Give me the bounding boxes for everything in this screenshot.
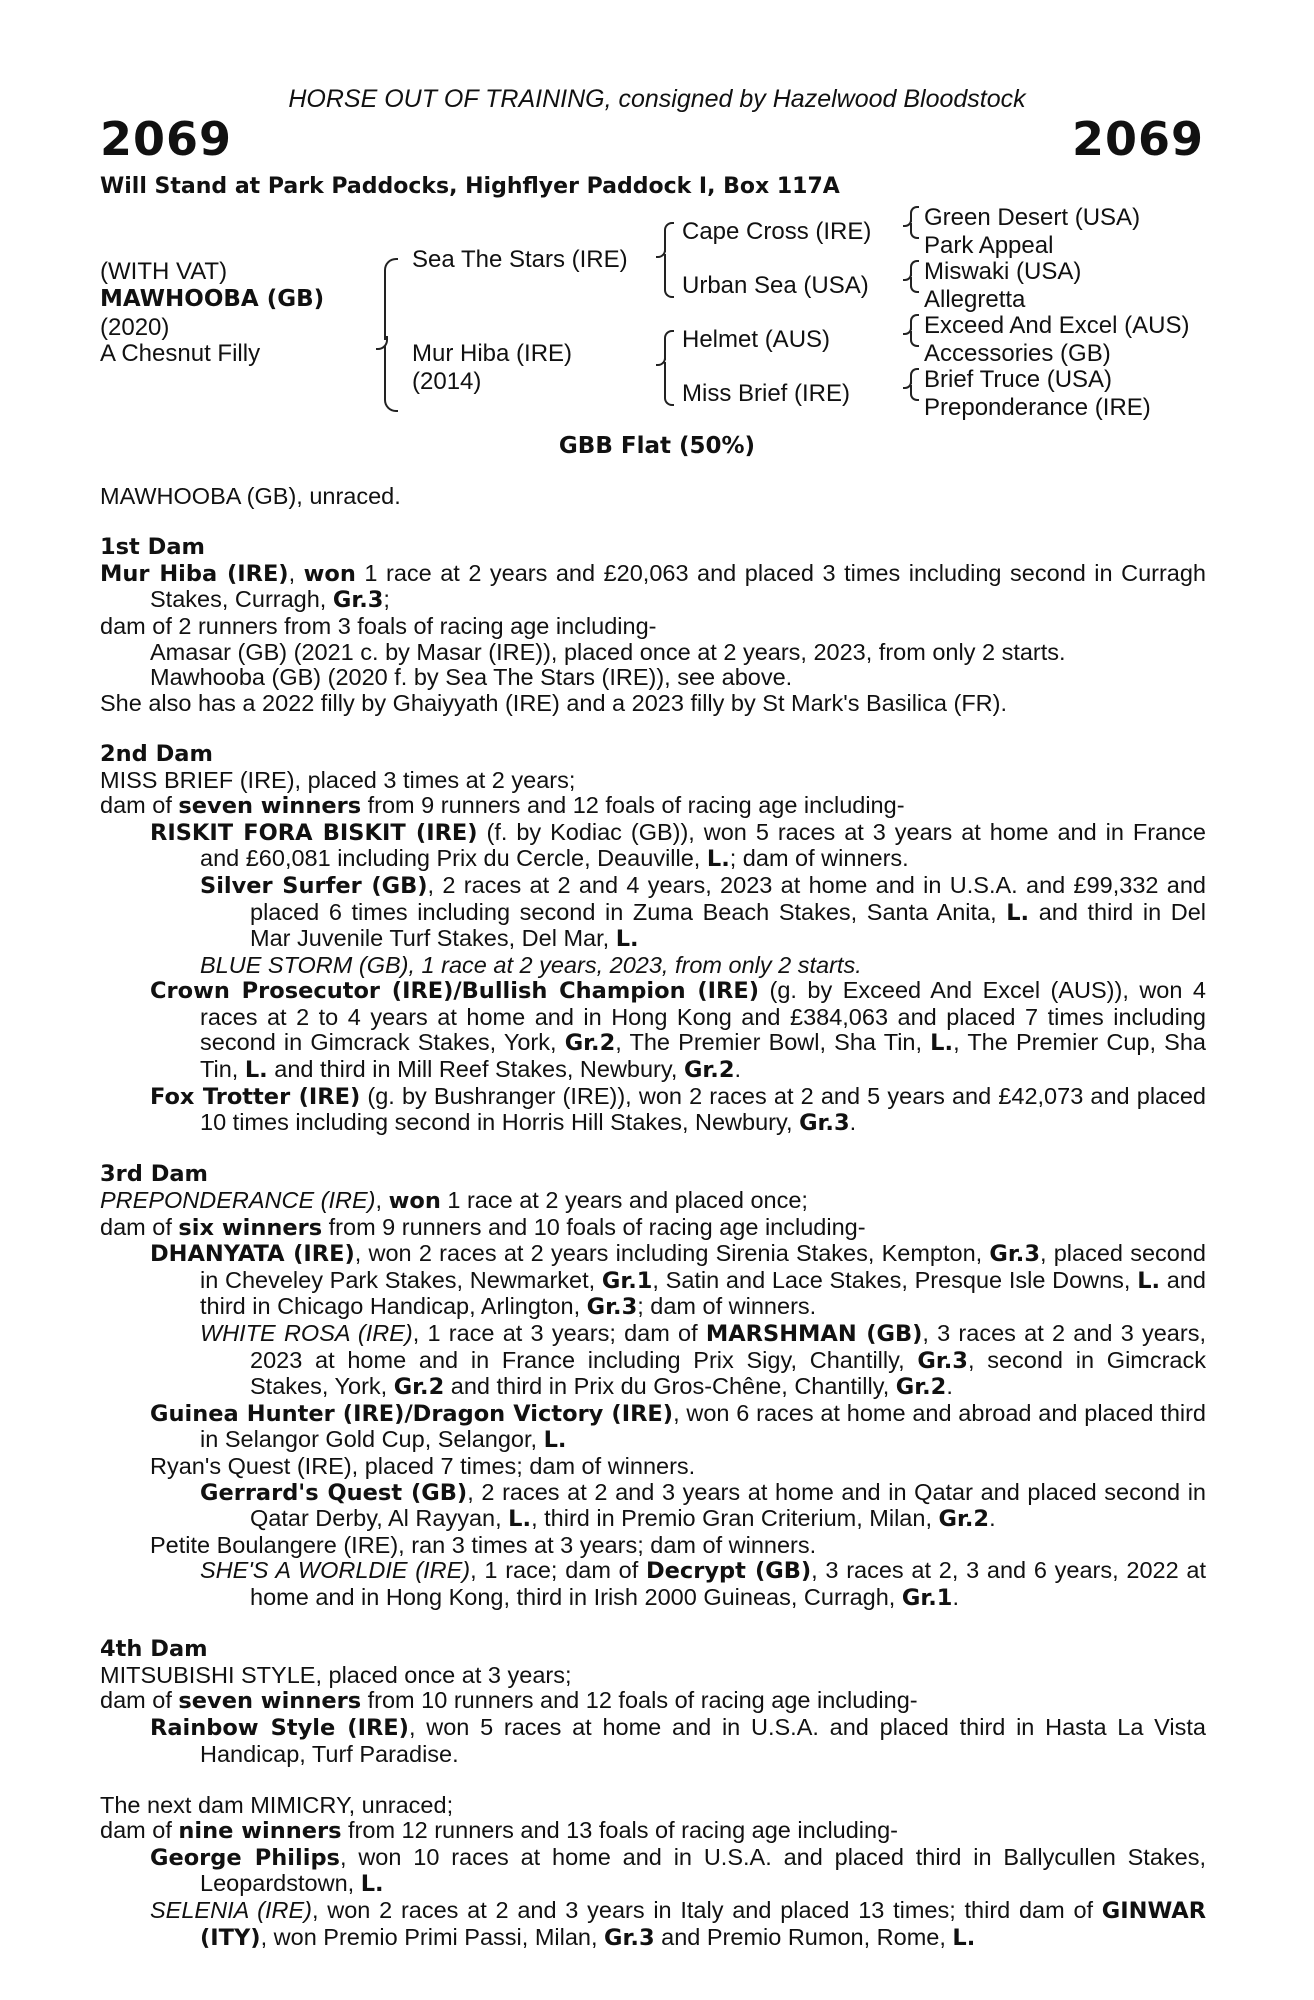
produce-george-philips: George Philips, won 10 races at home and in U.S.A. and placed third in Ballycullen Stakes, Leopardstown, L. — [150, 1843, 1206, 1898]
brace-sire-bottom — [664, 254, 674, 298]
produce-silver-surfer: Silver Surfer (GB), 2 races at 2 and 4 years, 2023 at home and in U.S.A. and £99,332 and placed 6 times including second in Zuma Beach Stakes, Santa Anita, L. and third in Del Mar Juvenile Turf Stakes, Del Mar, L. — [200, 871, 1207, 953]
horse-description: A Chesnut Filly — [100, 340, 261, 367]
horse-name: MAWHOOBA (GB) — [100, 286, 325, 312]
ggs-1: Green Desert (USA) — [924, 204, 1141, 231]
grandsire-3: Helmet (AUS) — [682, 326, 831, 353]
second-dam-produce: dam of seven winners from 9 runners and 12 foals of racing age including- — [100, 792, 905, 820]
brace-dam-bottom — [664, 362, 674, 406]
brace-main-top — [384, 258, 398, 340]
fourth-dam-record: MITSUBISHI STYLE, placed once at 3 years; — [100, 1661, 572, 1688]
heading-2nd-dam: 2nd Dam — [100, 740, 213, 767]
produce-petite-boulangere: Petite Boulangere (IRE), ran 3 times at 3 years; dam of winners. — [150, 1531, 817, 1558]
sire-name: Sea The Stars (IRE) — [412, 246, 628, 273]
next-dam-produce: dam of nine winners from 12 runners and 13 foals of racing age including- — [100, 1817, 898, 1845]
ggs-7: Brief Truce (USA) — [924, 366, 1113, 393]
stand-location: Will Stand at Park Paddocks, Highflyer Paddock I, Box 117A — [100, 174, 840, 199]
heading-3rd-dam: 3rd Dam — [100, 1161, 208, 1188]
produce-selenia: SELENIA (IRE), won 2 races at 2 and 3 years in Italy and placed 13 times; third dam of GINWAR (ITY), won Premio Primi Passi, Milan, Gr.3 and Premio Rumon, Rome, L. — [150, 1897, 1207, 1951]
produce-rainbow-style: Rainbow Style (IRE), won 5 races at home and in U.S.A. and placed third in Hasta La Vista Handicap, Turf Paradise. — [150, 1713, 1206, 1767]
brace-main-bottom — [384, 346, 398, 412]
gbb-rating: GBB Flat (50%) — [558, 433, 756, 459]
brace-g1-bottom — [910, 223, 919, 239]
first-dam-produce: dam of 2 runners from 3 foals of racing age including- — [100, 612, 657, 639]
produce-shes-a-worldie: SHE'S A WORLDIE (IRE), 1 race; dam of Decrypt (GB), 3 races at 2, 3 and 6 years, 2022 at home and in Hong Kong, third in Irish 2000 Guineas, Curragh, Gr.1. — [200, 1557, 1207, 1611]
produce-guinea-hunter: Guinea Hunter (IRE)/Dragon Victory (IRE), won 6 races at home and abroad and placed third in Selangor Gold Cup, Selangor, L. — [150, 1399, 1206, 1454]
consignment-header: HORSE OUT OF TRAINING, consigned by Hazelwood Bloodstock — [288, 85, 1026, 113]
ggs-8: Preponderance (IRE) — [924, 394, 1151, 421]
produce-amasar: Amasar (GB) (2021 c. by Masar (IRE)), placed once at 2 years, 2023, from only 2 starts. — [150, 638, 1066, 665]
intro-line: MAWHOOBA (GB), unraced. — [100, 483, 401, 509]
brace-g3-bottom — [910, 331, 919, 347]
produce-blue-storm: BLUE STORM (GB), 1 race at 2 years, 2023, from only 2 starts. — [200, 951, 862, 978]
produce-white-rosa: WHITE ROSA (IRE), 1 race at 3 years; dam of MARSHMAN (GB), 3 races at 2 and 3 years, 2023 at home and in France including Prix Sigy, Chantilly, Gr.3, second in Gimcrack Stakes, York, Gr.2 and third in Prix du Gros-Chêne, Chantilly, Gr.2. — [200, 1320, 1207, 1401]
grandsire-4: Miss Brief (IRE) — [682, 380, 850, 407]
brace-g2-bottom — [910, 277, 919, 293]
produce-crown-prosecutor: Crown Prosecutor (IRE)/Bullish Champion (IRE) (g. by Exceed And Excel (AUS)), won 4 races at 2 to 4 years at home and in Hong Kong and £384,063 and placed 7 times including second in Gimcrack Stakes, York, Gr.2, The Premier Bowl, Sha Tin, L., The Premier Cup, Sha Tin, L. and third in Mill Reef Stakes, Newbury, Gr.2. — [150, 977, 1206, 1084]
produce-riskit-fora-biskit: RISKIT FORA BISKIT (IRE) (f. by Kodiac (GB)), won 5 races at 3 years at home and in France and £60,081 including Prix du Cercle, Deauville, L.; dam of winners. — [150, 818, 1206, 873]
ggs-6: Accessories (GB) — [924, 340, 1111, 367]
first-dam-note: She also has a 2022 filly by Ghaiyyath (IRE) and a 2023 filly by St Mark's Basilica (FR). — [100, 689, 1008, 716]
catalogue-body — [100, 484, 1206, 1951]
dam-name: Mur Hiba (IRE) — [412, 340, 573, 367]
ggs-3: Miswaki (USA) — [924, 258, 1082, 285]
produce-gerrards-quest: Gerrard's Quest (GB), 2 races at 2 and 3 years at home and in Qatar and placed second in Qatar Derby, Al Rayyan, L., third in Premio Gran Criterium, Milan, Gr.2. — [200, 1478, 1206, 1533]
brace-g4-bottom — [910, 385, 919, 401]
produce-ryans-quest: Ryan's Quest (IRE), placed 7 times; dam of winners. — [150, 1452, 696, 1479]
produce-mawhooba: Mawhooba (GB) (2020 f. by Sea The Stars (IRE)), see above. — [150, 664, 793, 691]
produce-fox-trotter: Fox Trotter (IRE) (g. by Bushranger (IRE)), won 2 races at 2 and 5 years and £42,073 and placed 10 times including second in Horris Hill Stakes, Newbury, Gr.3. — [150, 1082, 1206, 1137]
ggs-5: Exceed And Excel (AUS) — [924, 312, 1190, 339]
second-dam-record: MISS BRIEF (IRE), placed 3 times at 2 years; — [100, 766, 576, 793]
grandsire-2: Urban Sea (USA) — [682, 272, 869, 299]
vat-note: (WITH VAT) — [100, 258, 228, 285]
fourth-dam-produce: dam of seven winners from 10 runners and 12 foals of racing age including- — [100, 1687, 918, 1715]
ggs-2: Park Appeal — [924, 232, 1054, 259]
produce-dhanyata: DHANYATA (IRE), won 2 races at 2 years including Sirenia Stakes, Kempton, Gr.3, placed second in Cheveley Park Stakes, Newmarket, Gr.1, Satin and Lace Stakes, Presque Isle Downs, L. and third in Chicago Handicap, Arlington, Gr.3; dam of winners. — [150, 1240, 1206, 1321]
heading-1st-dam: 1st Dam — [100, 534, 205, 561]
next-dam-record: The next dam MIMICRY, unraced; — [100, 1791, 454, 1818]
horse-year: (2020) — [100, 314, 170, 341]
heading-4th-dam: 4th Dam — [100, 1636, 208, 1663]
lot-number-left: 2069 — [100, 112, 233, 166]
third-dam-produce: dam of six winners from 9 runners and 10 foals of racing age including- — [100, 1213, 866, 1241]
ggs-4: Allegretta — [924, 286, 1026, 313]
lot-number-right: 2069 — [1071, 112, 1204, 166]
third-dam-record: PREPONDERANCE (IRE), won 1 race at 2 years and placed once; — [100, 1187, 808, 1215]
dam-year: (2014) — [412, 368, 482, 395]
grandsire-1: Cape Cross (IRE) — [682, 218, 872, 245]
first-dam-record: Mur Hiba (IRE), won 1 race at 2 years and £20,063 and placed 3 times including second in Curragh Stakes, Curragh, Gr.3; — [100, 559, 1206, 614]
